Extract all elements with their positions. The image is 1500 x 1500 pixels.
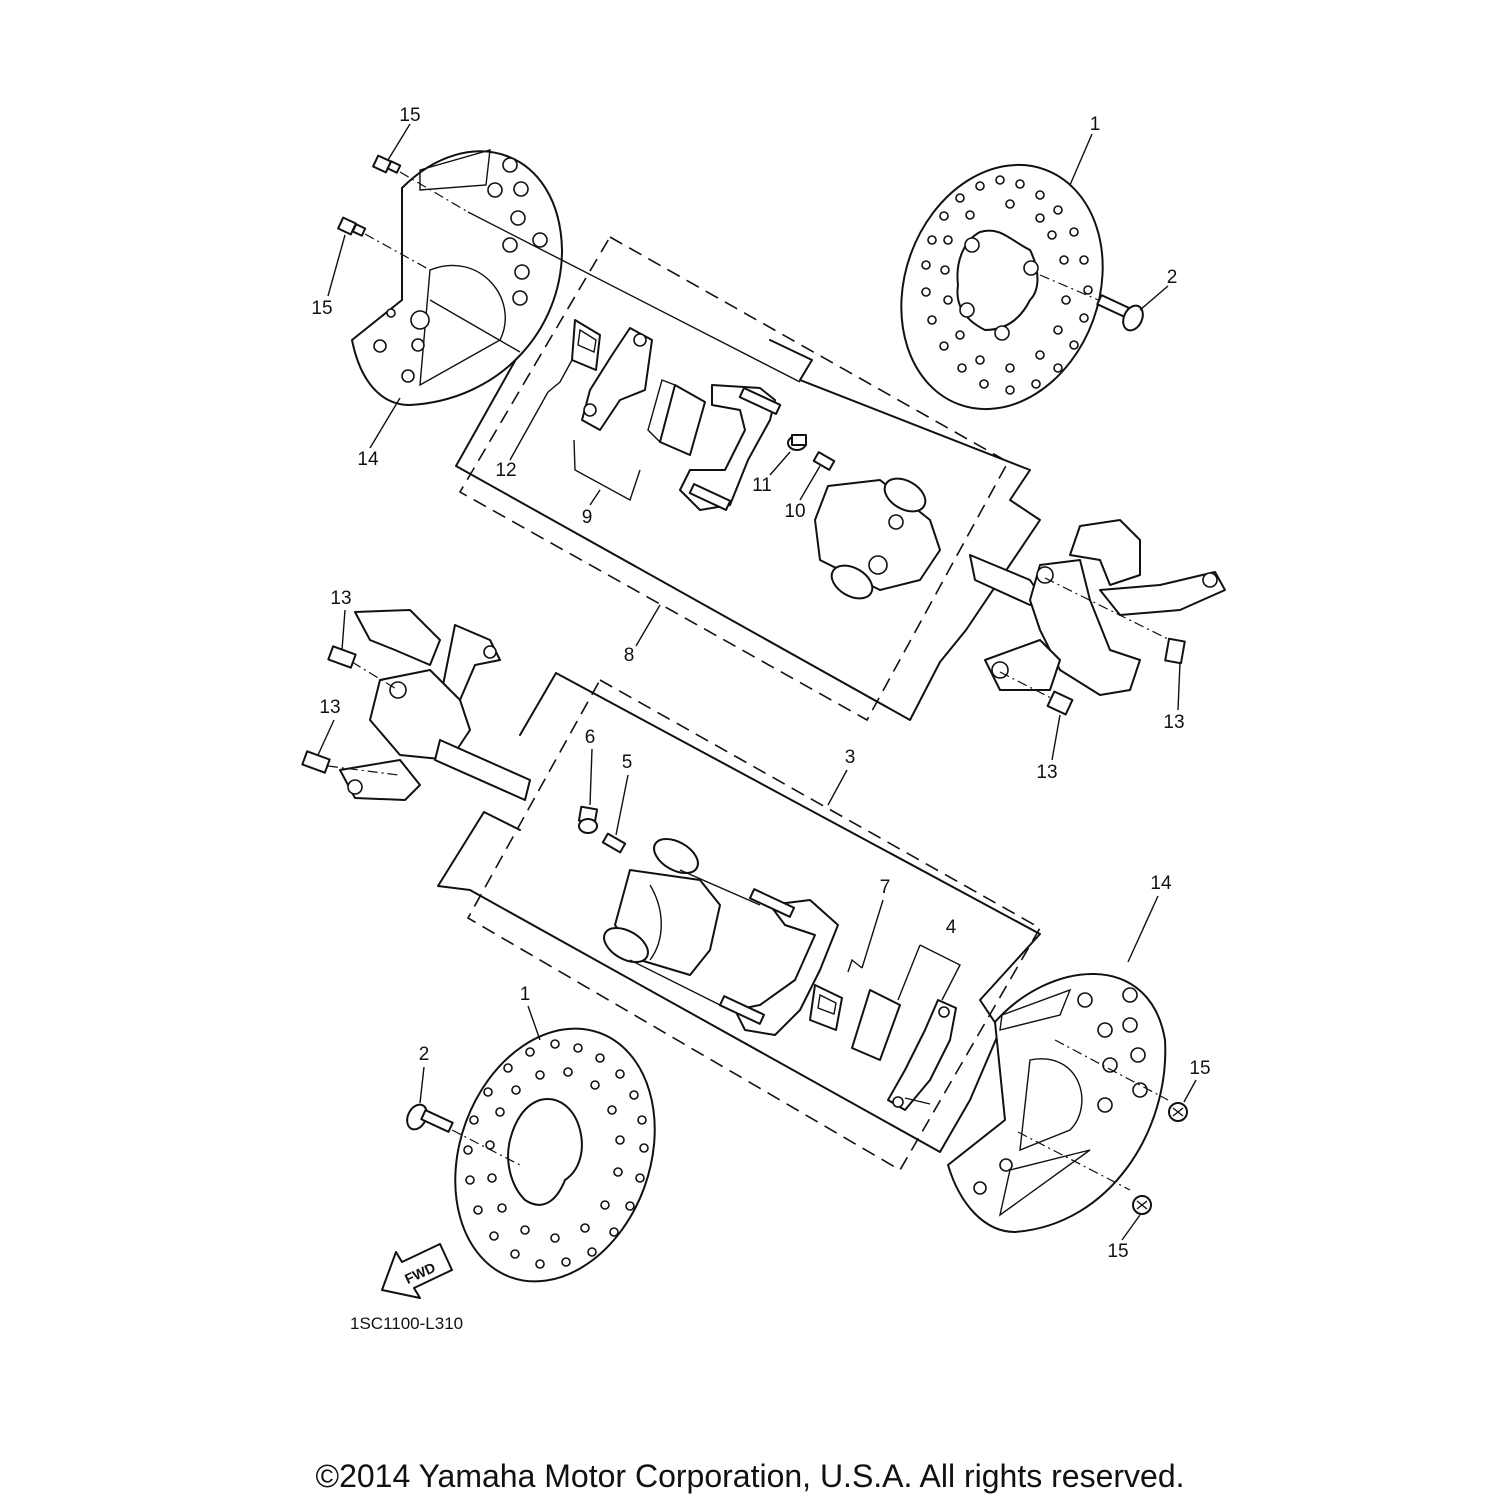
brake-pad-9-inner xyxy=(648,380,705,455)
callout-8: 8 xyxy=(623,645,635,666)
callout-15: 15 xyxy=(311,298,333,319)
callout-15: 15 xyxy=(1107,1241,1129,1262)
forward-arrow-icon xyxy=(382,1244,452,1298)
bolt-13-left-upper xyxy=(328,646,398,690)
callout-12: 12 xyxy=(495,460,517,481)
callout-9: 9 xyxy=(581,507,593,528)
bleed-cap-5-lower xyxy=(603,834,625,853)
callout-6: 6 xyxy=(584,727,596,748)
callout-1: 1 xyxy=(1089,114,1101,135)
callout-13: 13 xyxy=(1036,762,1058,783)
diagram-code: 1SC1100-L310 xyxy=(350,1314,464,1333)
callout-2: 2 xyxy=(418,1044,430,1065)
callout-1: 1 xyxy=(519,984,531,1005)
callout-13: 13 xyxy=(330,588,352,609)
bleed-cap-10-upper xyxy=(814,452,835,470)
callout-15: 15 xyxy=(1189,1058,1211,1079)
disc-guard-bottom-right xyxy=(948,974,1165,1232)
disc-guard-top-left xyxy=(352,150,562,405)
callout-3: 3 xyxy=(844,747,856,768)
brake-pad-4-outer xyxy=(888,1000,956,1110)
callout-10: 10 xyxy=(784,501,806,522)
bleed-screw-6-lower xyxy=(579,807,597,833)
caliper-body-upper xyxy=(815,472,940,605)
callout-13: 13 xyxy=(1163,712,1185,733)
callout-14: 14 xyxy=(1150,873,1172,894)
brake-pad-4-inner xyxy=(852,990,900,1060)
callout-7: 7 xyxy=(879,877,891,898)
callout-15: 15 xyxy=(399,105,421,126)
steering-knuckle-right xyxy=(970,520,1225,695)
bleed-screw-11-upper xyxy=(788,435,806,450)
copyright-notice: ©2014 Yamaha Motor Corporation, U.S.A. All rights reserved. xyxy=(315,1458,1185,1494)
fwd-label: FWD xyxy=(402,1259,438,1287)
callout-2: 2 xyxy=(1166,267,1178,288)
callout-13: 13 xyxy=(319,697,341,718)
caliper-body-lower xyxy=(598,832,720,975)
callout-4: 4 xyxy=(945,917,957,938)
pad-spring-12-upper xyxy=(548,320,600,392)
screw-15-top-left-upper xyxy=(373,156,400,173)
callout-11: 11 xyxy=(752,475,772,496)
screw-15-top-left-lower xyxy=(338,218,365,236)
callout-5: 5 xyxy=(621,752,633,773)
callout-14: 14 xyxy=(357,449,379,470)
